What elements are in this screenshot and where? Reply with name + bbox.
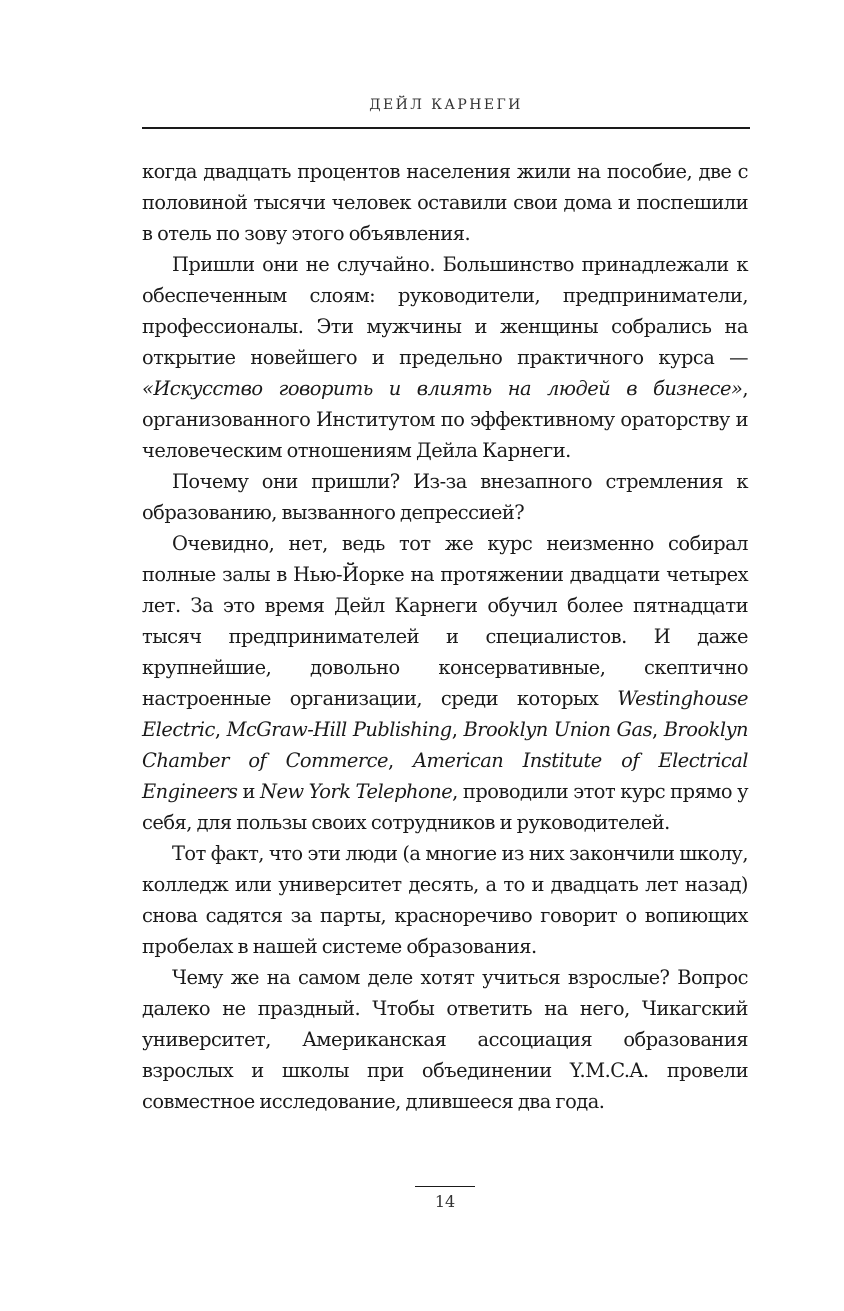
org-ny-telephone: New York Telephone	[260, 780, 453, 803]
paragraph-3: Почему они пришли? Из-за внезапного стремления к образованию, вызванного депрессией?	[142, 470, 748, 524]
paragraph-2-text-b: , организованного Институтом по эффективному ораторству и человеческим отношениям Дейла Карнеги.	[142, 377, 748, 462]
org-aiee: American Institute of Electrical Engineers	[142, 749, 748, 803]
course-title: «Искусство говорить и влиять на людей в бизнесе»	[142, 377, 743, 400]
org-brooklyn-chamber: Brooklyn Chamber of Commerce	[142, 718, 749, 772]
org-separator: и	[237, 780, 261, 803]
paragraph-5: Тот факт, что эти люди (а многие из них закончили школу, колледж или университет десять, а то и двадцать лет назад) снова садятся за парты, красноречиво говорит о вопиющих пробелах в нашей системе образования.	[142, 842, 748, 958]
org-separator: ,	[387, 749, 413, 772]
header-divider	[142, 127, 750, 129]
paragraph-4	[142, 528, 748, 838]
paragraph-6: Чему же на самом деле хотят учиться взрослые? Вопрос далеко не праздный. Чтобы ответить на него, Чикагский университет, Американская ассоциация образования взрослых и школы при объединении Y.M.C.A. провели совместное исследование, длившееся два года.	[142, 966, 748, 1113]
page-number: 14	[434, 1192, 456, 1211]
org-mcgraw-hill: McGraw-Hill Publishing	[226, 718, 452, 741]
paragraph-4-text-a: Очевидно, нет, ведь тот же курс неизменно собирал полные залы в Нью-Йорке на протяжении двадцати четырех лет. За это время Дейл Карнеги обучил более пятнадцати тысяч предпринимателей и специалистов. И даже крупнейшие, довольно консервативные, скептично настроенные организации, среди которых	[142, 532, 748, 710]
paragraph-2-text-a: Пришли они не случайно. Большинство принадлежали к обеспеченным слоям: руководители, предприниматели, профессионалы. Эти мужчины и женщины собрались на открытие новейшего и предельно практичного курса —	[142, 253, 748, 369]
paragraph-2	[142, 249, 748, 466]
org-westinghouse: Westinghouse Electric	[142, 687, 748, 741]
footer-divider	[415, 1186, 475, 1187]
page-body	[142, 156, 748, 1117]
paragraph-4-text-b: , проводили этот курс прямо у себя, для пользы своих сотрудников и руководителей.	[142, 780, 748, 834]
org-separator: ,	[652, 718, 664, 741]
org-separator: ,	[451, 718, 464, 741]
org-separator: ,	[214, 718, 227, 741]
running-head-title: ДЕЙЛ КАРНЕГИ	[369, 97, 523, 113]
org-brooklyn-union-gas: Brooklyn Union Gas	[463, 718, 653, 741]
paragraph-1: когда двадцать процентов населения жили на пособие, две с половиной тысячи человек оставили свои дома и поспешили в отель по зову этого объявления.	[142, 160, 748, 245]
